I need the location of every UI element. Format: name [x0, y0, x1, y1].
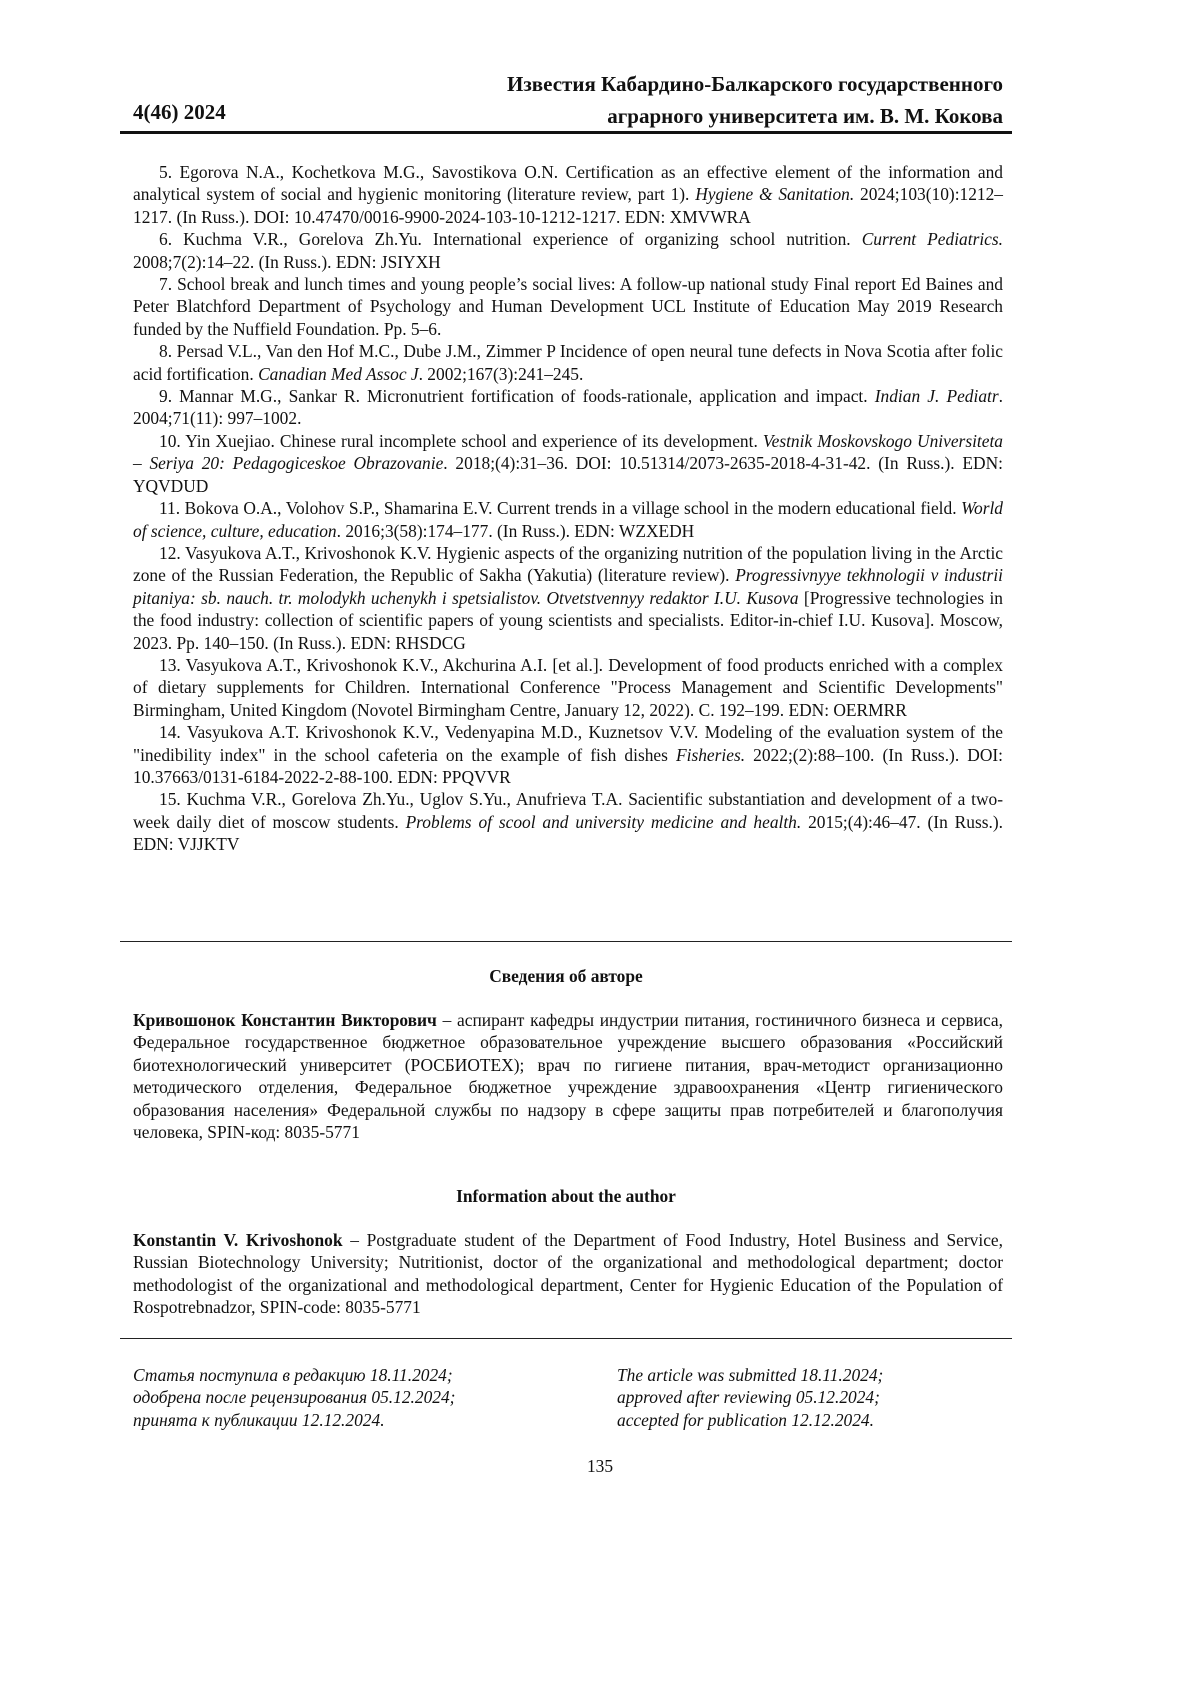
reference-text: 8. Persad V.L., Van den Hof M.C., Dube J.M., Zimmer P Incidence of open neural tune defects in Nova Scotia after folic acid fortification.	[133, 341, 1003, 383]
reference-text: 13. Vasyukova A.T., Krivoshonok K.V., Akchurina A.I. [et al.]. Development of food products enriched with a complex of dietary supplements for Children. International Conference "Process Management and Scientific Developments" Birmingham, United Kingdom (Novotel Birmingham Centre, January 12, 2022). С. 192–199. EDN: OERMRR	[133, 655, 1003, 720]
reference-source: Hygiene & Sanitation.	[695, 184, 854, 204]
journal-title	[507, 68, 1003, 132]
divider	[120, 1338, 1012, 1339]
author-heading-en: Information about the author	[120, 1186, 1012, 1207]
reference-text: . 2016;3(58):174–177. (In Russ.). EDN: WZXEDH	[337, 521, 695, 541]
journal-title-line1: Известия Кабардино-Балкарского государственного	[507, 68, 1003, 100]
reference-text: 15. Kuchma V.R., Gorelova Zh.Yu., Uglov S.Yu., Anufrieva T.A. Sacientific substantiation and development of a two-week daily diet of moscow students.	[133, 789, 1003, 831]
reference-source: Vestnik Moskovskogo Universiteta – Seriya 20: Pedagogiceskoe Obrazovanie	[133, 431, 1003, 473]
reference-item	[133, 273, 1003, 340]
reference-item	[133, 228, 1003, 273]
page-number: 135	[0, 1456, 1200, 1477]
reference-source: Problems of scool and university medicine and health.	[406, 812, 802, 832]
reference-text: 14. Vasyukova A.T. Krivoshonok K.V., Vedenyapina M.D., Kuznetsov V.V. Modeling of the evaluation system of the "inedibility index" in the school cafeteria on the example of fish dishes	[133, 722, 1003, 764]
author-info-ru	[133, 1009, 1003, 1143]
author-text-en: – Postgraduate student of the Department of Food Industry, Hotel Business and Service, Russian Biotechnology University; Nutritionist, doctor of the organizational and methodological department; doctor methodologist of the organizational and methodological department, Center for Hygienic Education of the Population of Rospotrebnadzor, SPIN-code: 8035-5771	[133, 1230, 1003, 1317]
journal-title-line2: аграрного университета им. В. М. Кокова	[507, 100, 1003, 132]
reference-item	[133, 340, 1003, 385]
issue-number: 4(46) 2024	[133, 100, 226, 125]
reference-item	[133, 161, 1003, 228]
submission-dates-en	[617, 1364, 883, 1431]
author-info-en	[133, 1229, 1003, 1319]
reference-source: Progressivnyye tekhnologii v industrii pitaniya: sb. nauch. tr. molodykh uchenykh i spetsialistov. Otvetstvennyy redaktor I.U. Kusova	[133, 565, 1003, 607]
date-line: одобрена после рецензирования 05.12.2024;	[133, 1386, 455, 1408]
reference-text: . 2004;71(11): 997–1002.	[133, 386, 1003, 428]
reference-item	[133, 542, 1003, 654]
reference-source: Indian J. Pediatr	[875, 386, 999, 406]
reference-item	[133, 654, 1003, 721]
reference-item	[133, 721, 1003, 788]
reference-text: 6. Kuchma V.R., Gorelova Zh.Yu. International experience of organizing school nutrition.	[159, 229, 862, 249]
date-line: Статья поступила в редакцию 18.11.2024;	[133, 1364, 455, 1386]
reference-text: 7. School break and lunch times and young people’s social lives: A follow-up national study Final report Ed Baines and Peter Blatchford Department of Psychology and Human Development UCL Institute of Education May 2019 Research funded by the Nuffield Foundation. Pp. 5–6.	[133, 274, 1003, 339]
reference-source: Fisheries.	[676, 745, 745, 765]
reference-item	[133, 385, 1003, 430]
submission-dates-ru	[133, 1364, 455, 1431]
reference-text: 12. Vasyukova A.T., Krivoshonok K.V. Hygienic aspects of the organizing nutrition of the population living in the Arctic zone of the Russian Federation, the Republic of Sakha (Yakutia) (literature review).	[133, 543, 1003, 585]
reference-source: Canadian Med Assoc J	[258, 364, 419, 384]
reference-text: 10. Yin Xuejiao. Chinese rural incomplete school and experience of its development.	[159, 431, 763, 451]
date-line: The article was submitted 18.11.2024;	[617, 1364, 883, 1386]
reference-list	[133, 161, 1003, 856]
header-rule	[120, 131, 1012, 134]
author-text-ru: – аспирант кафедры индустрии питания, гостиничного бизнеса и сервиса, Федеральное государственное бюджетное образовательное учреждение высшего образования «Российский биотехнологический университет (РОСБИОТЕХ); врач по гигиене питания, врач-методист организационно методического отделения, Федеральное бюджетное учреждение здравоохранения «Центр гигиенического образования населения» Федеральной службы по надзору в сфере защиты прав потребителей и благополучия человека, SPIN-код: 8035-5771	[133, 1010, 1003, 1142]
reference-source: World of science, culture, education	[133, 498, 1003, 540]
reference-text: 5. Egorova N.A., Kochetkova M.G., Savostikova O.N. Certification as an effective element of the information and analytical system of social and hygienic monitoring (literature review, part 1).	[133, 162, 1003, 204]
author-heading-ru: Сведения об авторе	[120, 966, 1012, 987]
date-line: принята к публикации 12.12.2024.	[133, 1409, 455, 1431]
reference-text: 2022;(2):88–100. (In Russ.). DOI: 10.37663/0131-6184-2022-2-88-100. EDN: PPQVVR	[133, 745, 1003, 787]
author-name-en: Konstantin V. Krivoshonok	[133, 1230, 343, 1250]
date-line: accepted for publication 12.12.2024.	[617, 1409, 883, 1431]
reference-item	[133, 430, 1003, 497]
reference-text: . 2002;167(3):241–245.	[419, 364, 584, 384]
reference-text: 11. Bokova O.A., Volohov S.P., Shamarina E.V. Current trends in a village school in the modern educational field.	[159, 498, 961, 518]
reference-text: 2015;(4):46–47. (In Russ.). EDN: VJJKTV	[133, 812, 1003, 854]
reference-text: 2008;7(2):14–22. (In Russ.). EDN: JSIYXH	[133, 252, 441, 272]
reference-source: Current Pediatrics.	[862, 229, 1003, 249]
reference-item	[133, 788, 1003, 855]
author-name-ru: Кривошонок Константин Викторович	[133, 1010, 437, 1030]
reference-text: [Progressive technologies in the food industry: collection of scientific papers of young scientists and specialists. Editor-in-chief I.U. Kusova]. Moscow, 2023. Pp. 140–150. (In Russ.). EDN: RHSDCG	[133, 588, 1003, 653]
divider	[120, 941, 1012, 942]
date-line: approved after reviewing 05.12.2024;	[617, 1386, 883, 1408]
reference-item	[133, 497, 1003, 542]
reference-text: 9. Mannar M.G., Sankar R. Micronutrient fortification of foods-rationale, application and impact.	[159, 386, 875, 406]
reference-text: . 2018;(4):31–36. DOI: 10.51314/2073-2635-2018-4-31-42. (In Russ.). EDN: YQVDUD	[133, 453, 1003, 495]
reference-text: 2024;103(10):1212–1217. (In Russ.). DOI: 10.47470/0016-9900-2024-103-10-1212-1217. EDN: XMVWRA	[133, 184, 1003, 226]
